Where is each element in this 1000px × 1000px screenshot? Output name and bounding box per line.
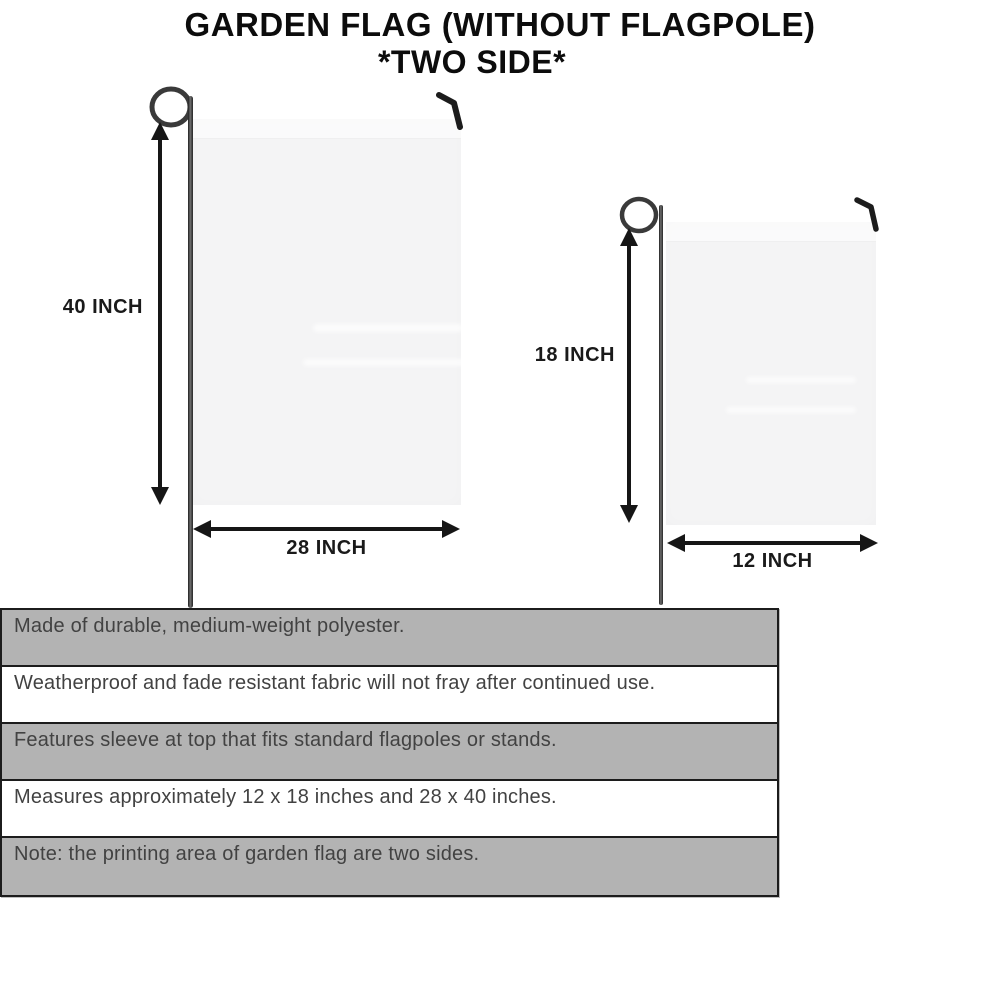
- table-row: Made of durable, medium-weight polyester.: [2, 610, 777, 667]
- width-measure-arrow-large: [193, 519, 460, 539]
- fabric-sheen: [746, 377, 856, 383]
- fabric-sheen: [313, 324, 463, 332]
- height-measure-arrow-small: [619, 228, 639, 523]
- page-title: [0, 6, 1000, 80]
- flag-hook-icon: [851, 192, 887, 236]
- width-label-small: 12 INCH: [732, 550, 813, 572]
- fabric-sheen: [333, 509, 503, 516]
- flag-hook-icon: [432, 88, 470, 134]
- title-line-2: *TWO SIDE*: [377, 44, 567, 80]
- title-line-1: GARDEN FLAG (WITHOUT FLAGPOLE): [184, 6, 816, 43]
- large-flag: [193, 119, 461, 505]
- table-row: Note: the printing area of garden flag are two sides.: [2, 838, 777, 895]
- width-label-large: 28 INCH: [286, 537, 367, 559]
- flag-sleeve: [193, 119, 461, 139]
- small-flag: [666, 222, 876, 525]
- feature-table: [0, 608, 779, 897]
- table-row: Measures approximately 12 x 18 inches and 28 x 40 inches.: [2, 781, 777, 838]
- fabric-sheen: [726, 407, 856, 413]
- height-label-large: 40 INCH: [62, 296, 143, 318]
- fabric-sheen: [303, 359, 483, 366]
- height-label-small: 18 INCH: [534, 344, 615, 366]
- small-flagpole: [659, 205, 663, 605]
- table-row: Weatherproof and fade resistant fabric will not fray after continued use.: [2, 667, 777, 724]
- height-measure-arrow-large: [150, 122, 170, 505]
- table-row: Features sleeve at top that fits standard flagpoles or stands.: [2, 724, 777, 781]
- flag-sleeve: [666, 222, 876, 242]
